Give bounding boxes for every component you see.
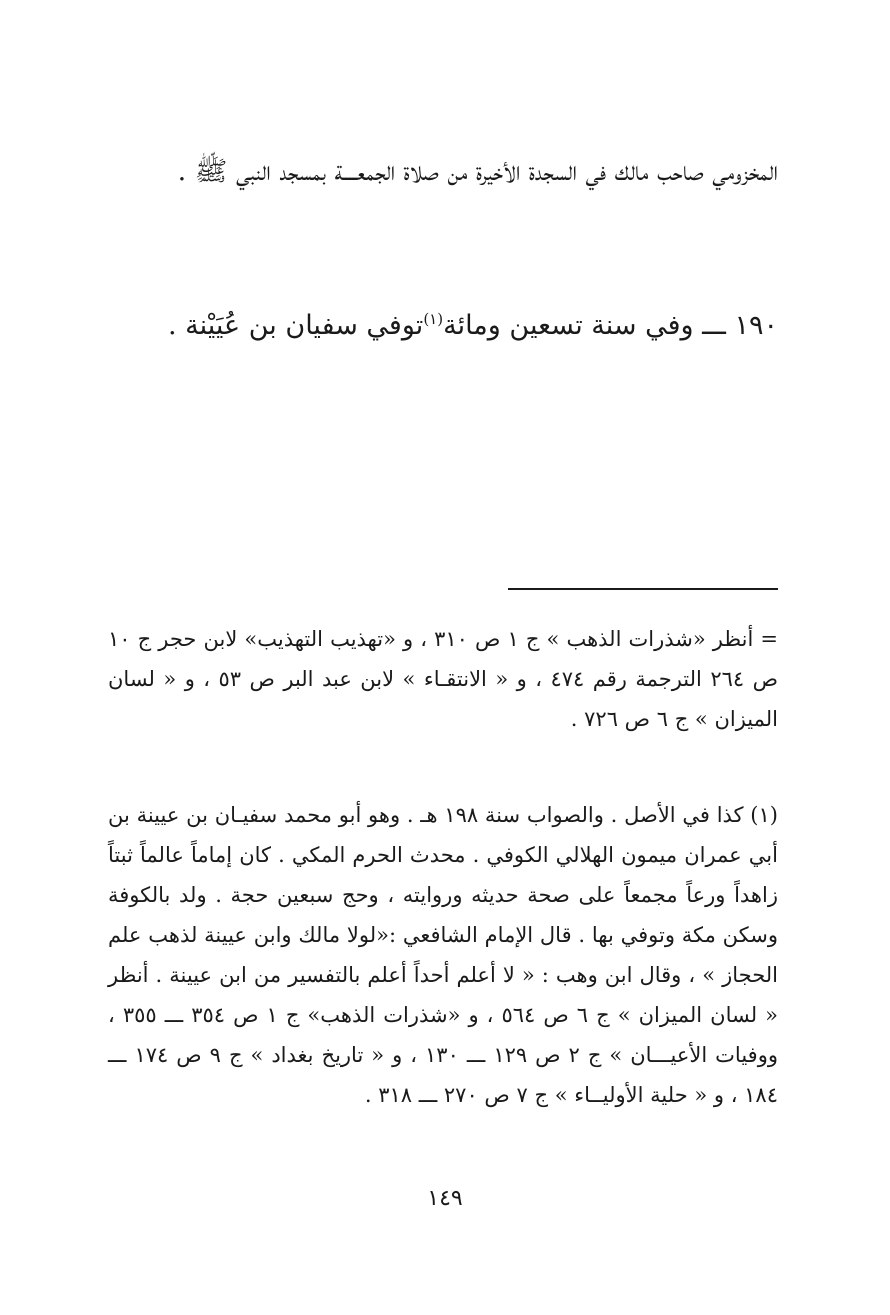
footnote-divider — [508, 588, 778, 590]
main-paragraph-2-prefix: ١٩٠ ـــ وفي سنة تسعين ومائة — [443, 310, 778, 341]
page-number: ١٤٩ — [427, 1186, 463, 1211]
footnote-continued: = أنظر «شذرات الذهب » ج ١ ص ٣١٠ ، و «تهذيب التهذيب» لابن حجر ج ١٠ ص ٢٦٤ الترجمة رقم ٤٧٤ ، و « الانتقـاء » لابن عبد البر ص ٥٣ ، و « لسان الميزان » ج ٦ ص ٧٢٦ . — [108, 627, 778, 731]
main-paragraph-1: المخزومي صاحب مالك في السجدة الأخيرة من صلاة الجمعــــة بمسجد النبي ﷺ . — [177, 156, 778, 187]
main-paragraph-2 — [108, 300, 778, 352]
footnote-1: (١) كذا في الأصل . والصواب سنة ١٩٨ هـ . وهو أبو محمد سفيـان بن عيينة بن أبي عمران ميمون الهلالي الكوفي . محدث الحرم المكي . كان إماماً عالماً ثبتاً زاهداً ورعاً مجمعاً على صحة حديثه وروايته ، وحج سبعين حجة . ولد بالكوفة وسكن مكة وتوفي بها . قال الإمام الشافعي :«لولا مالك وابن عيينة لذهب علم الحجاز » ، وقال ابن وهب : « لا أعلم أحداً أعلم بالتفسير من ابن عيينة . أنظر « لسان الميزان » ج ٦ ص ٥٦٤ ، و «شذرات الذهب» ج ١ ص ٣٥٤ ـــ ٣٥٥ ، ووفيات الأعيـــان » ج ٢ ص ١٢٩ ـــ ١٣٠ ، و « تاريخ بغداد » ج ٩ ص ١٧٤ ـــ ١٨٤ ، و « حلية الأوليــاء » ج ٧ ص ٢٧٠ ـــ ٣١٨ . — [108, 803, 779, 1107]
footnote-reference: (١) — [423, 310, 444, 328]
main-paragraph-2-suffix: توفي سفيان بن عُيَيْنة . — [167, 310, 424, 341]
